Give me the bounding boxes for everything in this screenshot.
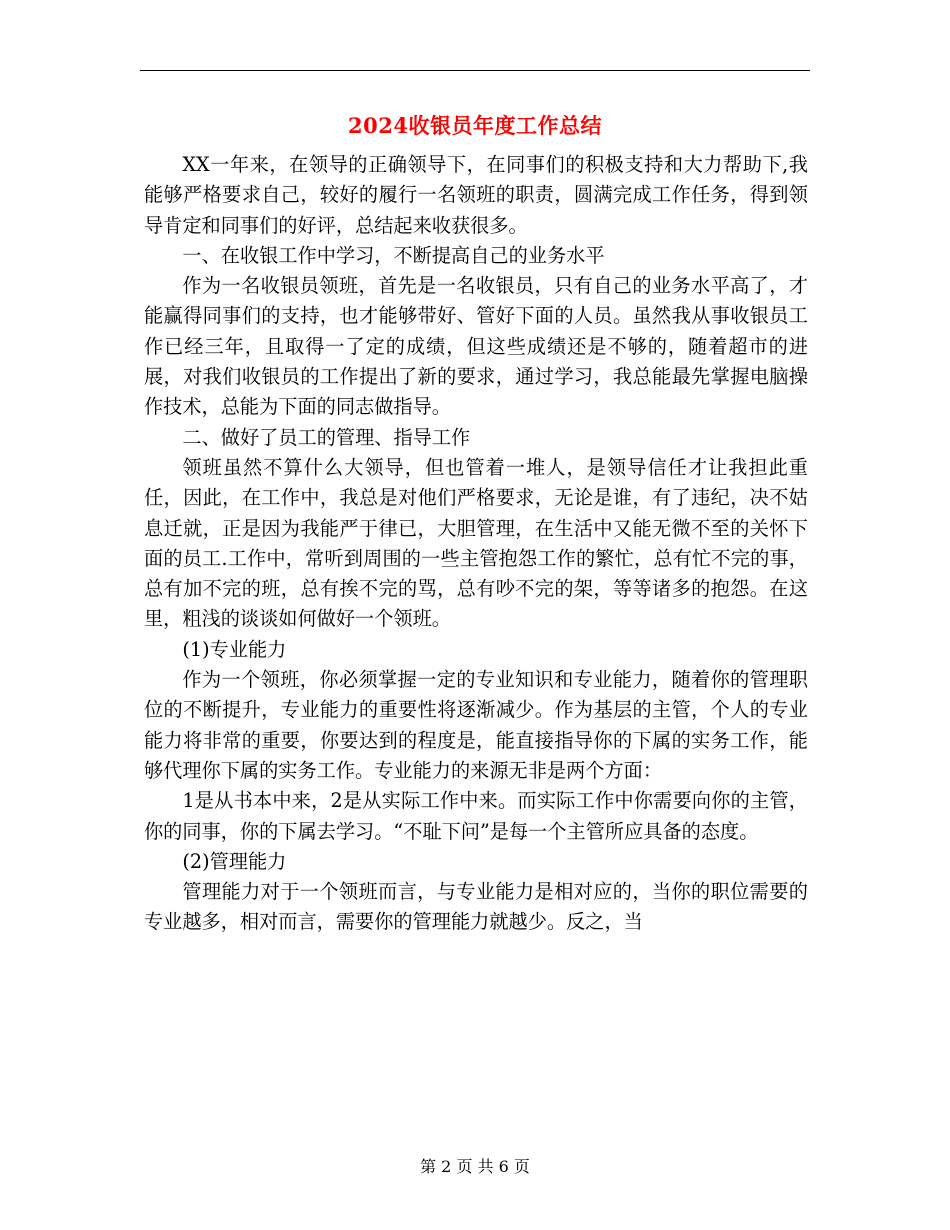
document-title: 2024收银员年度工作总结 (348, 113, 602, 138)
subheading-management-ability: (2)管理能力 (182, 849, 287, 873)
subheading-professional-ability: (1)专业能力 (182, 637, 287, 661)
document-body (144, 150, 808, 938)
section-heading-2: 二、做好了员工的管理、指导工作 (182, 425, 471, 449)
paragraph: 管理能力对于一个领班而言，与专业能力是相对应的，当你的职位需要的专业越多，相对而言，需要你的管理能力就越少。反之，当 (144, 880, 808, 934)
section-heading-1: 一、在收银工作中学习，不断提高自己的业务水平 (182, 243, 605, 267)
paragraph-intro: XX一年来，在领导的正确领导下，在同事们的积极支持和大力帮助下,我能够严格要求自己，较好的履行一名领班的职责，圆满完成工作任务，得到领导肯定和同事们的好评，总结起来收获很多。 (144, 153, 808, 237)
paragraph: 1是从书本中来，2是从实际工作中来。而实际工作中你需要向你的主管，你的同事，你的下属去学习。“不耻下问”是每一个主管所应具备的态度。 (144, 789, 808, 843)
header-rule (140, 70, 810, 71)
paragraph: 作为一名收银员领班，首先是一名收银员，只有自己的业务水平高了，才能赢得同事们的支持，也才能够带好、管好下面的人员。虽然我从事收银员工作已经三年，且取得一了定的成绩，但这些成绩还是不够的，随着超市的进展，对我们收银员的工作提出了新的要求，通过学习，我总能最先掌握电脑操作技术，总能为下面的同志做指导。 (144, 274, 808, 419)
page-number-footer: 第 2 页 共 6 页 (420, 1157, 530, 1176)
paragraph: 作为一个领班，你必须掌握一定的专业知识和专业能力，随着你的管理职位的不断提升，专业能力的重要性将逐渐减少。作为基层的主管，个人的专业能力将非常的重要，你要达到的程度是，能直接指导你的下属的实务工作，能够代理你下属的实务工作。专业能力的来源无非是两个方面： (144, 668, 808, 782)
paragraph: 领班虽然不算什么大领导，但也管着一堆人，是领导信任才让我担此重任，因此，在工作中，我总是对他们严格要求，无论是谁，有了违纪，决不姑息迁就，正是因为我能严于律已，大胆管理，在生活中又能无微不至的关怀下面的员工.工作中，常听到周围的一些主管抱怨工作的繁忙，总有忙不完的事，总有加不完的班，总有挨不完的骂，总有吵不完的架，等等诸多的抱怨。在这里，粗浅的谈谈如何做好一个领班。 (144, 455, 808, 631)
